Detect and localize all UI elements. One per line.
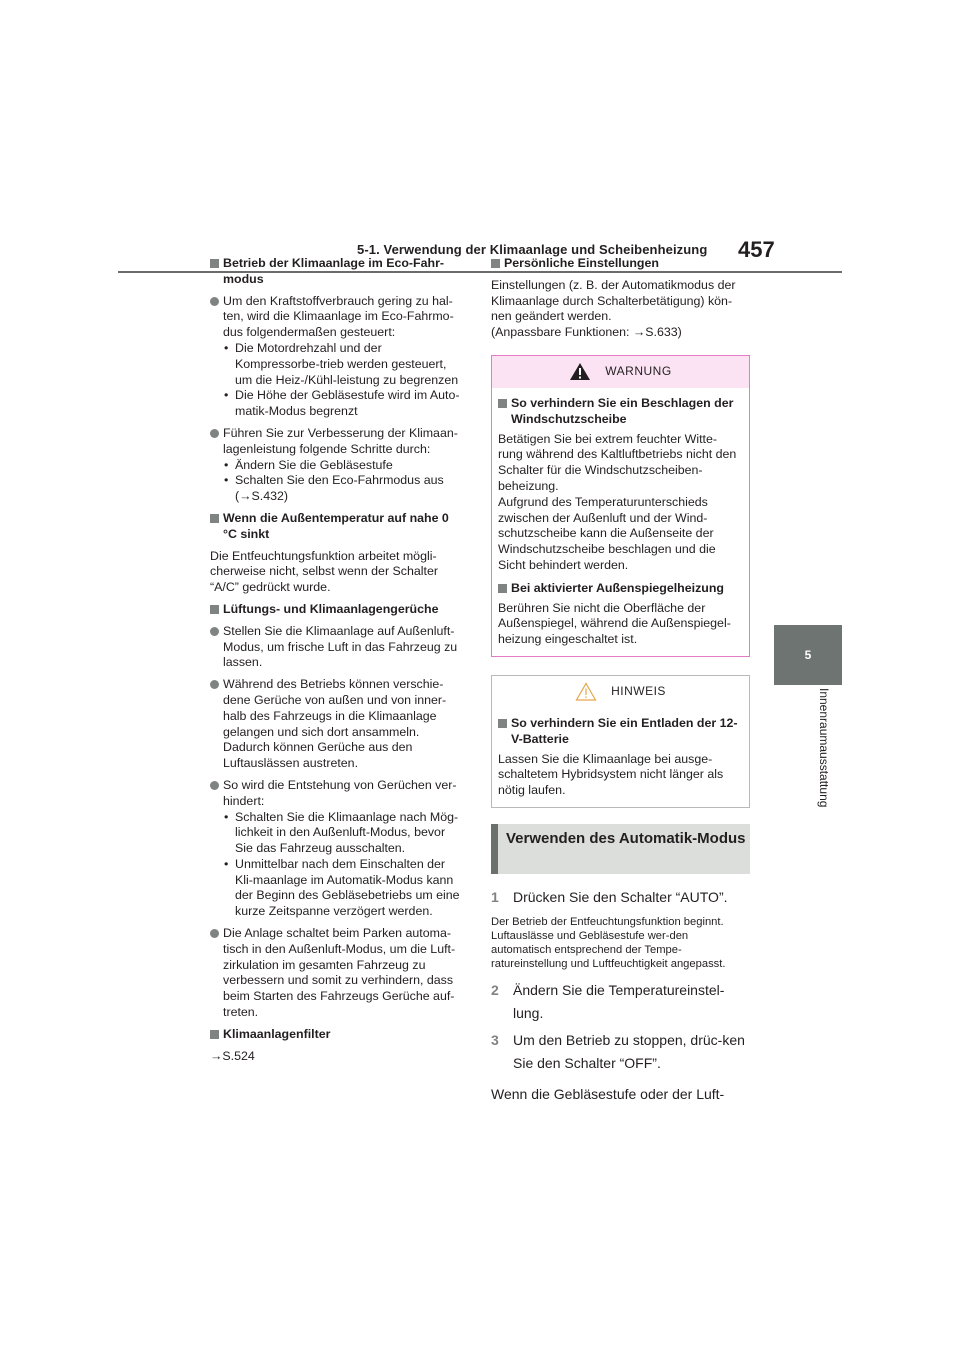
continued-paragraph: Wenn die Gebläsestufe oder der Luft- [491, 1085, 725, 1102]
notice-subheading: So verhindern Sie ein Entladen der 12-V-Batterie [498, 716, 741, 748]
step-description: Der Betrieb der Entfeuchtungsfunktion beginnt. Luftauslässe und Gebläsestufe wer-den automatisch entsprechend der Tempe-ratureinstellung und Luftfeuchtigkeit angepasst. [491, 915, 726, 970]
section-heading-temperature: Wenn die Außentemperatur auf nahe 0 °C sinkt [210, 511, 466, 543]
warning-box [491, 355, 750, 657]
sub-item: • Unmittelbar nach dem Einschalten der Kli-maanlage im Automatik-Modus kann der Beginn des Gebläsebetriebs um eine kurze Zeitspanne verzögert werden. [223, 857, 466, 920]
section-heading-personal-settings: Persönliche Einstellungen [491, 256, 750, 272]
step-text: Um den Betrieb zu stoppen, drüc-ken Sie den Schalter “OFF”. [513, 1031, 745, 1071]
list-item: Während des Betriebs können verschie-dene Gerüche von außen und von inner-halb des Fahrzeugs in die Klimaanlage gelangen und sich dort ansammeln. Dadurch können Gerüche aus den Luftauslässen austreten. [210, 677, 466, 772]
chapter-tab[interactable] [774, 625, 842, 685]
sub-item: • Die Höhe der Gebläsestufe wird im Auto-matik-Modus begrenzt [223, 388, 466, 420]
notice-box [491, 675, 750, 808]
step-item [491, 886, 750, 909]
bullet-text: Um den Kraftstoffverbrauch gering zu hal-ten, wird die Klimaanlage im Eco-Fahrmo-dus folgendermaßen gesteuert: [223, 293, 454, 340]
chapter-tab-number: 5 [804, 648, 812, 662]
bullet-text: Führen Sie zur Verbesserung der Klimaan-lagenleistung folgende Schritte durch: [223, 425, 458, 456]
paragraph: Einstellungen (z. B. der Automatikmodus der Klimaanlage durch Schalterbetätigung) kön-nen geändert werden. [491, 277, 736, 324]
notice-box-header [492, 676, 749, 708]
list-item [210, 426, 466, 505]
list-item [210, 294, 466, 420]
paragraph: Berühren Sie nicht die Oberfläche der Außenspiegel, während die Außenspiegel-heizung eingeschaltet ist. [498, 600, 731, 647]
page-number: 457 [738, 237, 775, 262]
step-item [491, 1029, 750, 1075]
paragraph: Betätigen Sie bei extrem feuchter Witte-rung während des Kaltluftbetriebs nicht den Schalter für die Windschutzscheiben-beheizung. [498, 431, 737, 493]
step-number: 1 [491, 888, 499, 905]
right-column [491, 256, 750, 1106]
section-heading-filter: Klimaanlagenfilter [210, 1027, 466, 1043]
step-text: Drücken Sie den Schalter “AUTO”. [513, 888, 728, 905]
bullet-text: So wird die Entstehung von Gerüchen ver-hindert: [223, 777, 457, 808]
running-header: 5-1. Verwendung der Klimaanlage und Scheibenheizung [357, 242, 708, 257]
left-column [210, 256, 466, 1070]
paragraph: Die Entfeuchtungsfunktion arbeitet mögli-cherweise nicht, selbst wenn der Schalter “A/C” gedrückt wurde. [210, 548, 438, 595]
step-number: 3 [491, 1031, 499, 1048]
section-heading-eco: Betrieb der Klimaanlage im Eco-Fahr-modus [210, 256, 466, 288]
warning-subheading: So verhindern Sie ein Beschlagen der Windschutzscheibe [498, 396, 741, 428]
list-item: Stellen Sie die Klimaanlage auf Außenluft-Modus, um frische Luft in das Fahrzeug zu lassen. [210, 624, 466, 671]
warning-triangle-icon [569, 362, 591, 381]
step-text: Ändern Sie die Temperatureinstel-lung. [513, 981, 725, 1021]
sub-item: • Ändern Sie die Gebläsestufe [223, 458, 466, 474]
list-item: Die Anlage schaltet beim Parken automa-tisch in den Außenluft-Modus, um die Luft-zirkulation im gesamten Fahrzeug zu verbessern und somit zu verhindern, dass beim Starten des Fahrzeugs Gerüche auf-treten. [210, 926, 466, 1021]
page-reference-link[interactable]: (Anpassbare Funktionen: →S.633) [491, 325, 682, 340]
notice-triangle-icon [575, 682, 597, 701]
paragraph: Aufgrund des Temperaturunterschieds zwischen der Außenluft und der Wind-schutzscheibe kann die Außenseite der Windschutzscheibe beschlagen und die Sicht behindert werden. [498, 494, 716, 572]
paragraph: Lassen Sie die Klimaanlage bei ausge-schaltetem Hybridsystem nicht länger als nötig laufen. [498, 751, 724, 798]
sub-item: • Schalten Sie den Eco-Fahrmodus aus (→S.432) [223, 473, 466, 505]
list-item [210, 778, 466, 920]
page-reference-link[interactable]: →S.524 [210, 1048, 255, 1063]
sub-item: • Die Motordrehzahl und der Kompressorbe-trieb werden gesteuert, um die Heiz-/Kühl-leistung zu begrenzen [223, 341, 466, 388]
section-heading-auto-mode: Verwenden des Automatik-Modus [491, 824, 750, 874]
step-item [491, 979, 750, 1025]
chapter-side-label: Innenraumausstattung [817, 688, 831, 808]
warning-title: WARNUNG [605, 364, 672, 379]
warning-box-header [492, 356, 749, 388]
section-heading-odors: Lüftungs- und Klimaanlagengerüche [210, 602, 466, 618]
warning-subheading: Bei aktivierter Außenspiegelheizung [498, 581, 741, 597]
sub-item: • Schalten Sie die Klimaanlage nach Mög-lichkeit in den Außenluft-Modus, bevor Sie das Fahrzeug ausschalten. [223, 810, 466, 857]
notice-title: HINWEIS [611, 684, 666, 699]
step-number: 2 [491, 981, 499, 998]
